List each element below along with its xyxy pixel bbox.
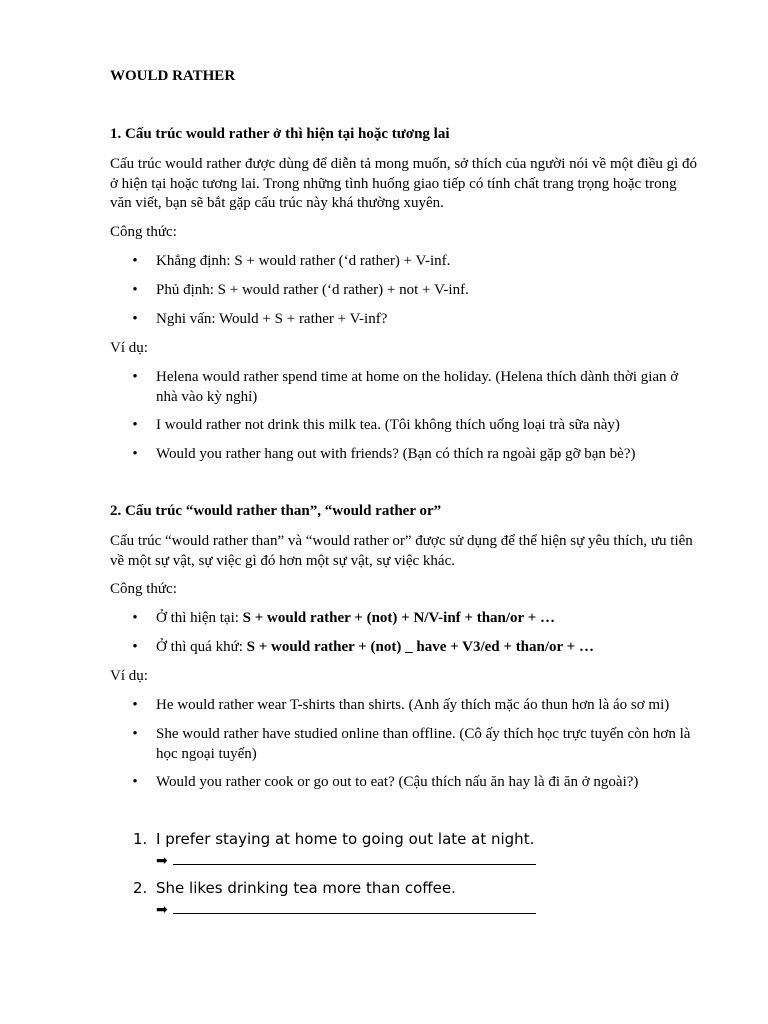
- exercise-item: [133, 878, 733, 921]
- formula-text: [156, 638, 700, 658]
- section-1-example-label: Ví dụ:: [110, 340, 148, 356]
- bullet-icon: •: [132, 311, 138, 327]
- list-item: [130, 368, 700, 407]
- example-text: Would you rather cook or go out to eat? (Cậu thích nấu ăn hay là đi ăn ở ngoài?): [156, 774, 639, 790]
- answer-blank[interactable]: [173, 850, 536, 865]
- exercise-item: [133, 829, 733, 872]
- formula-text: Phủ định: S + would rather (‘d rather) + not + V-inf.: [156, 282, 469, 298]
- list-item: [130, 445, 700, 465]
- list-item: [130, 725, 700, 764]
- answer-blank[interactable]: [173, 899, 536, 914]
- bullet-icon: •: [132, 282, 138, 298]
- document-title: WOULD RATHER: [110, 68, 236, 84]
- list-item: [130, 310, 700, 330]
- list-item: [130, 609, 700, 629]
- section-1-formula-label: Công thức:: [110, 224, 177, 240]
- exercise-number: 1.: [133, 830, 148, 848]
- bullet-icon: •: [132, 639, 138, 655]
- formula-prefix: Ở thì hiện tại:: [156, 610, 243, 626]
- arrow-right-icon: ➡: [156, 902, 168, 918]
- section-2-formula-label: Công thức:: [110, 581, 177, 597]
- example-text: Would you rather hang out with friends? (Bạn có thích ra ngoài gặp gỡ bạn bè?): [156, 446, 636, 462]
- section-2-example-label: Ví dụ:: [110, 668, 148, 684]
- bullet-icon: •: [132, 697, 138, 713]
- list-item: [130, 638, 700, 658]
- bullet-icon: •: [132, 369, 138, 385]
- example-text: Helena would rather spend time at home on the holiday. (Helena thích dành thời gian ở nhà vào kỳ nghỉ): [156, 369, 679, 405]
- bullet-icon: •: [132, 774, 138, 790]
- bullet-icon: •: [132, 253, 138, 269]
- example-text: She would rather have studied online than offline. (Cô ấy thích học trực tuyến còn hơn là học ngoại tuyến): [156, 726, 691, 762]
- bullet-icon: •: [132, 726, 138, 742]
- section-1-intro: Cấu trúc would rather được dùng để diễn tả mong muốn, sở thích của người nói về một điều gì đó ở hiện tại hoặc tương lai. Trong những tình huống giao tiếp có tính chất trang trọng hoặc trong văn viết, bạn sẽ bắt gặp cấu trúc này khá thường xuyên.: [110, 156, 698, 211]
- arrow-right-icon: ➡: [156, 853, 168, 869]
- example-text: I would rather not drink this milk tea. (Tôi không thích uống loại trà sữa này): [156, 417, 620, 433]
- formula-text: Nghi vấn: Would + S + rather + V-inf?: [156, 311, 388, 327]
- formula-bold: S + would rather + (not) + N/V-inf + than/or + …: [242, 610, 555, 626]
- formula-prefix: Ở thì quá khứ:: [156, 639, 247, 655]
- list-item: [130, 696, 700, 716]
- exercise-sentence: I prefer staying at home to going out late at night.: [156, 830, 535, 848]
- bullet-icon: •: [132, 446, 138, 462]
- section-2-heading: 2. Cấu trúc “would rather than”, “would rather or”: [110, 503, 442, 519]
- example-text: He would rather wear T-shirts than shirts. (Anh ấy thích mặc áo thun hơn là áo sơ mi): [156, 697, 670, 713]
- formula-text: Khẳng định: S + would rather (‘d rather) + V-inf.: [156, 253, 451, 269]
- list-item: [130, 281, 700, 301]
- list-item: [130, 252, 700, 272]
- formula-text: [156, 609, 700, 629]
- bullet-icon: •: [132, 610, 138, 626]
- list-item: [130, 416, 700, 436]
- list-item: [130, 773, 700, 793]
- exercise-number: 2.: [133, 879, 148, 897]
- formula-bold: S + would rather + (not) _ have + V3/ed + than/or + …: [246, 639, 594, 655]
- section-1-heading: 1. Cấu trúc would rather ở thì hiện tại hoặc tương lai: [110, 126, 450, 142]
- bullet-icon: •: [132, 417, 138, 433]
- exercise-sentence: She likes drinking tea more than coffee.: [156, 879, 456, 897]
- section-2-intro: Cấu trúc “would rather than” và “would rather or” được sử dụng để thể hiện sự yêu thích, ưu tiên về một sự vật, sự việc gì đó hơn một sự vật, sự việc khác.: [110, 533, 693, 569]
